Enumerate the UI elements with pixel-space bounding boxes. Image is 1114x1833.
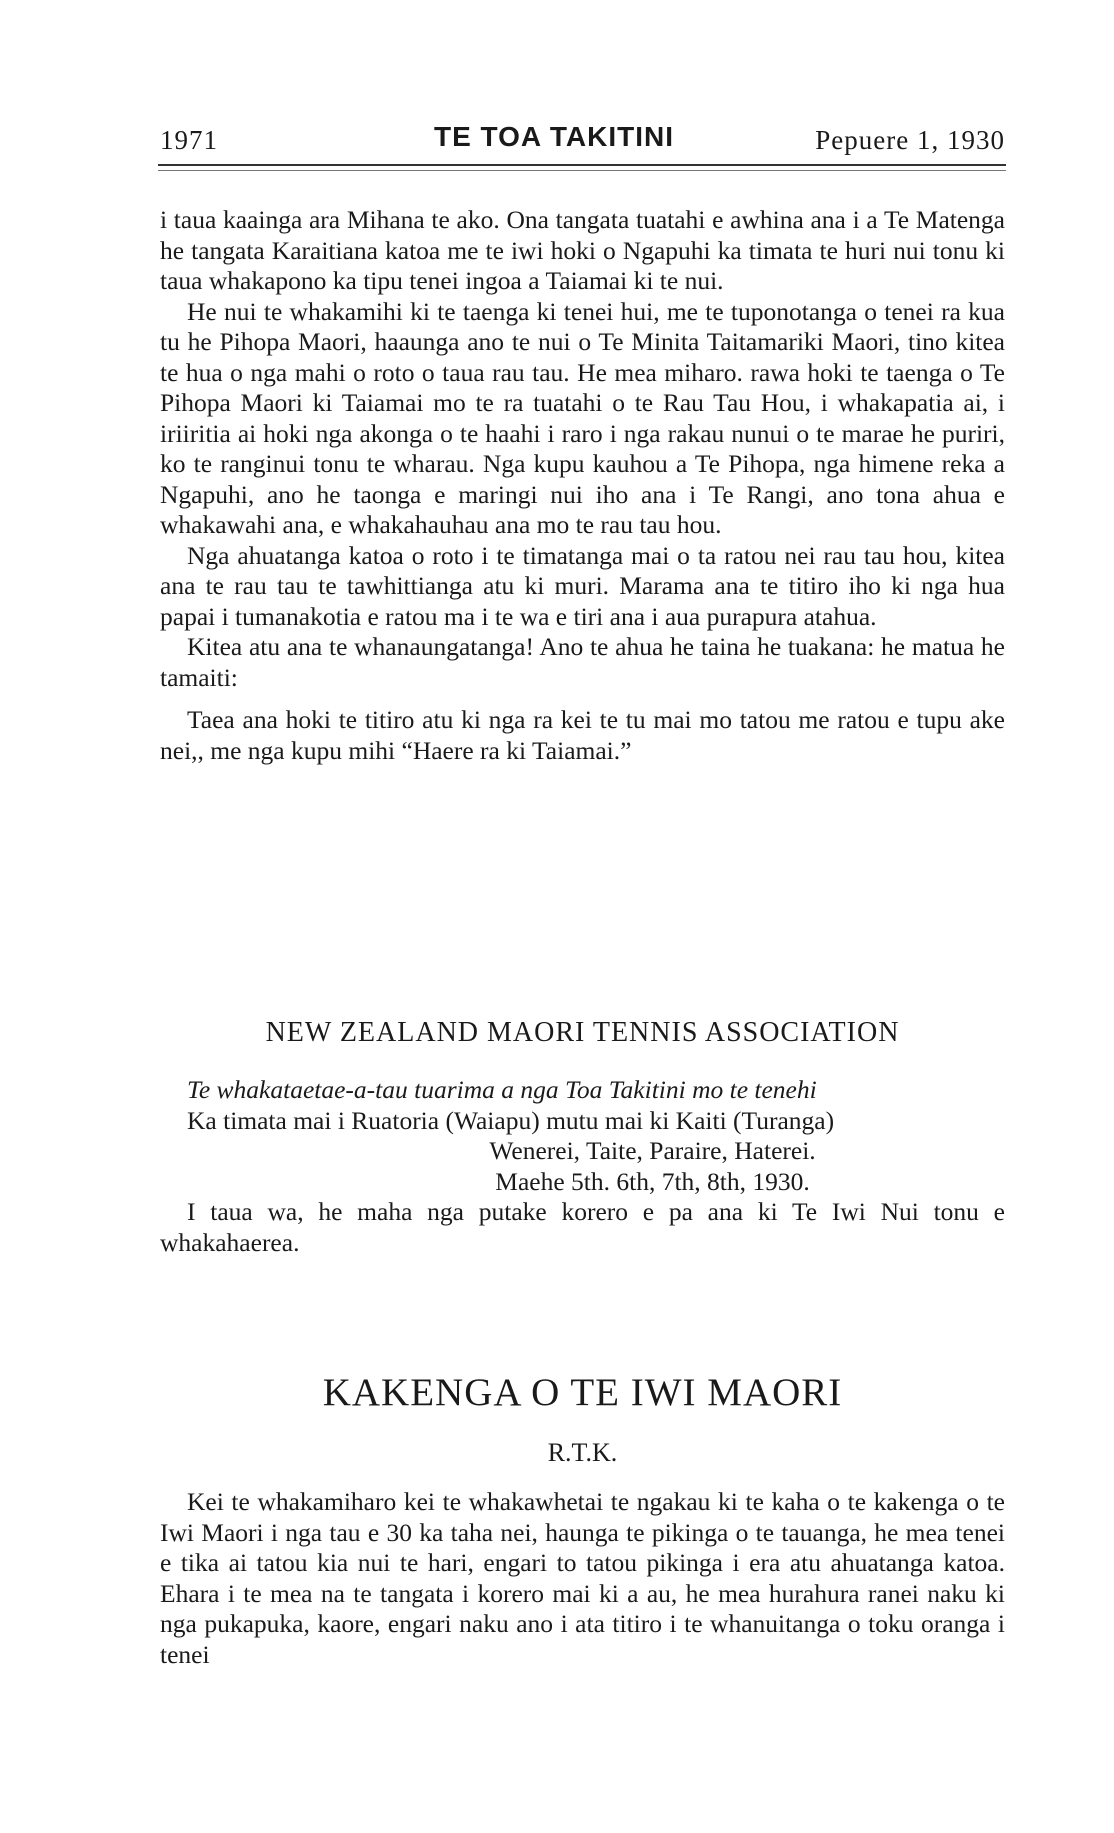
article-byline: R.T.K.	[547, 1438, 618, 1467]
tennis-venue: Ka timata mai i Ruatoria (Waiapu) mutu mai ki Kaiti (Turanga)	[187, 1105, 835, 1135]
header-rule-thin	[158, 170, 1006, 171]
tennis-heading: NEW ZEALAND MAORI TENNIS ASSOCIATION	[265, 1017, 900, 1048]
running-header	[160, 121, 1005, 161]
header-rule	[158, 164, 1006, 166]
paragraph: Kitea atu ana te whanaungatanga! Ano te ahua he taina he tuakana: he matua he tamaiti:	[160, 632, 1005, 692]
paragraph: He nui te whakamihi ki te taenga ki tenei hui, me te tuponotanga o tenei ra kua tu he Pihopa Maori, haaunga ano te nui o Te Minita Taitamariki Maori, tino kitea te hua o nga mahi o roto o taua rau tau. He mea miharo. rawa hoki te taenga o Te Pihopa Maori ki Taiamai mo te ra tuatahi o te Rau Tau Hou, i whakapatia ai, i iriiritia ai hoki nga akonga o te haahi i raro i nga rakau nunui o te marae he puriri, ko te ranginui tonu te wharau. Nga kupu kauhou a Te Pihopa, nga himene reka a Ngapuhi, ano he taonga e maringi nui iho ana i Te Rangi, ano tona ahua e whakawahi ana, e whakahauhau ana mo te rau tau hou.	[160, 296, 1005, 539]
paragraph: Taea ana hoki te titiro atu ki nga ra kei te tu mai mo tatou me ratou e tupu ake nei,, me nga kupu mihi “Haere ra ki Taiamai.”	[160, 705, 1005, 765]
issue-date: Pepuere 1, 1930	[815, 125, 1005, 155]
tennis-days: Wenerei, Taite, Paraire, Haterei.	[489, 1136, 816, 1165]
tennis-dates: Maehe 5th. 6th, 7th, 8th, 1930.	[495, 1166, 810, 1196]
paragraph: Nga ahuatanga katoa o roto i te timatanga mai o ta ratou nei rau tau hou, kitea ana te rau tau te tawhittianga atu ki muri. Marama ana te titiro iho ki nga hua papai i tumanakotia e ratou ma i te wa e tiri ana i aua purapura atahua.	[160, 540, 1005, 631]
paragraph: i taua kaainga ara Mihana te ako. Ona tangata tuatahi e awhina ana i a Te Matenga he tangata Karaitiana katoa me te iwi hoki o Ngapuhi ka timata te huri nui tonu ki taua whakapono ka tipu tenei ingoa a Taiamai ki te nui.	[160, 205, 1005, 295]
page-number: 1971	[160, 125, 218, 155]
tennis-subtitle: Te whakataetae-a-tau tuarima a nga Toa Takitini mo te tenehi	[187, 1075, 817, 1104]
article-kakenga	[160, 1487, 1005, 1670]
paragraph: Kei te whakamiharo kei te whakawhetai te ngakau ki te kaha o te kakenga o te Iwi Maori i nga tau e 30 ka taha nei, haunga te pikinga o te tauanga, he mea tenei e tika ai tatou kia nui te hari, engari to tatou pikinga i era atu ahuatanga katoa. Ehara i te mea na te tangata i korero mai ki a au, he mea hurahura ranei naku ki nga pukapuka, kaore, engari naku ano i ata titiro i te whanuitanga o toku oranga i tenei	[160, 1487, 1005, 1669]
tennis-notice	[160, 1075, 1005, 1258]
article-taiamai	[160, 205, 1005, 766]
article-title: KAKENGA O TE IWI MAORI	[322, 1371, 843, 1414]
tennis-note: I taua wa, he maha nga putake korero e pa ana ki Te Iwi Nui tonu e whakahaerea.	[160, 1197, 1005, 1257]
journal-title: TE TOA TAKITINI	[434, 121, 675, 152]
